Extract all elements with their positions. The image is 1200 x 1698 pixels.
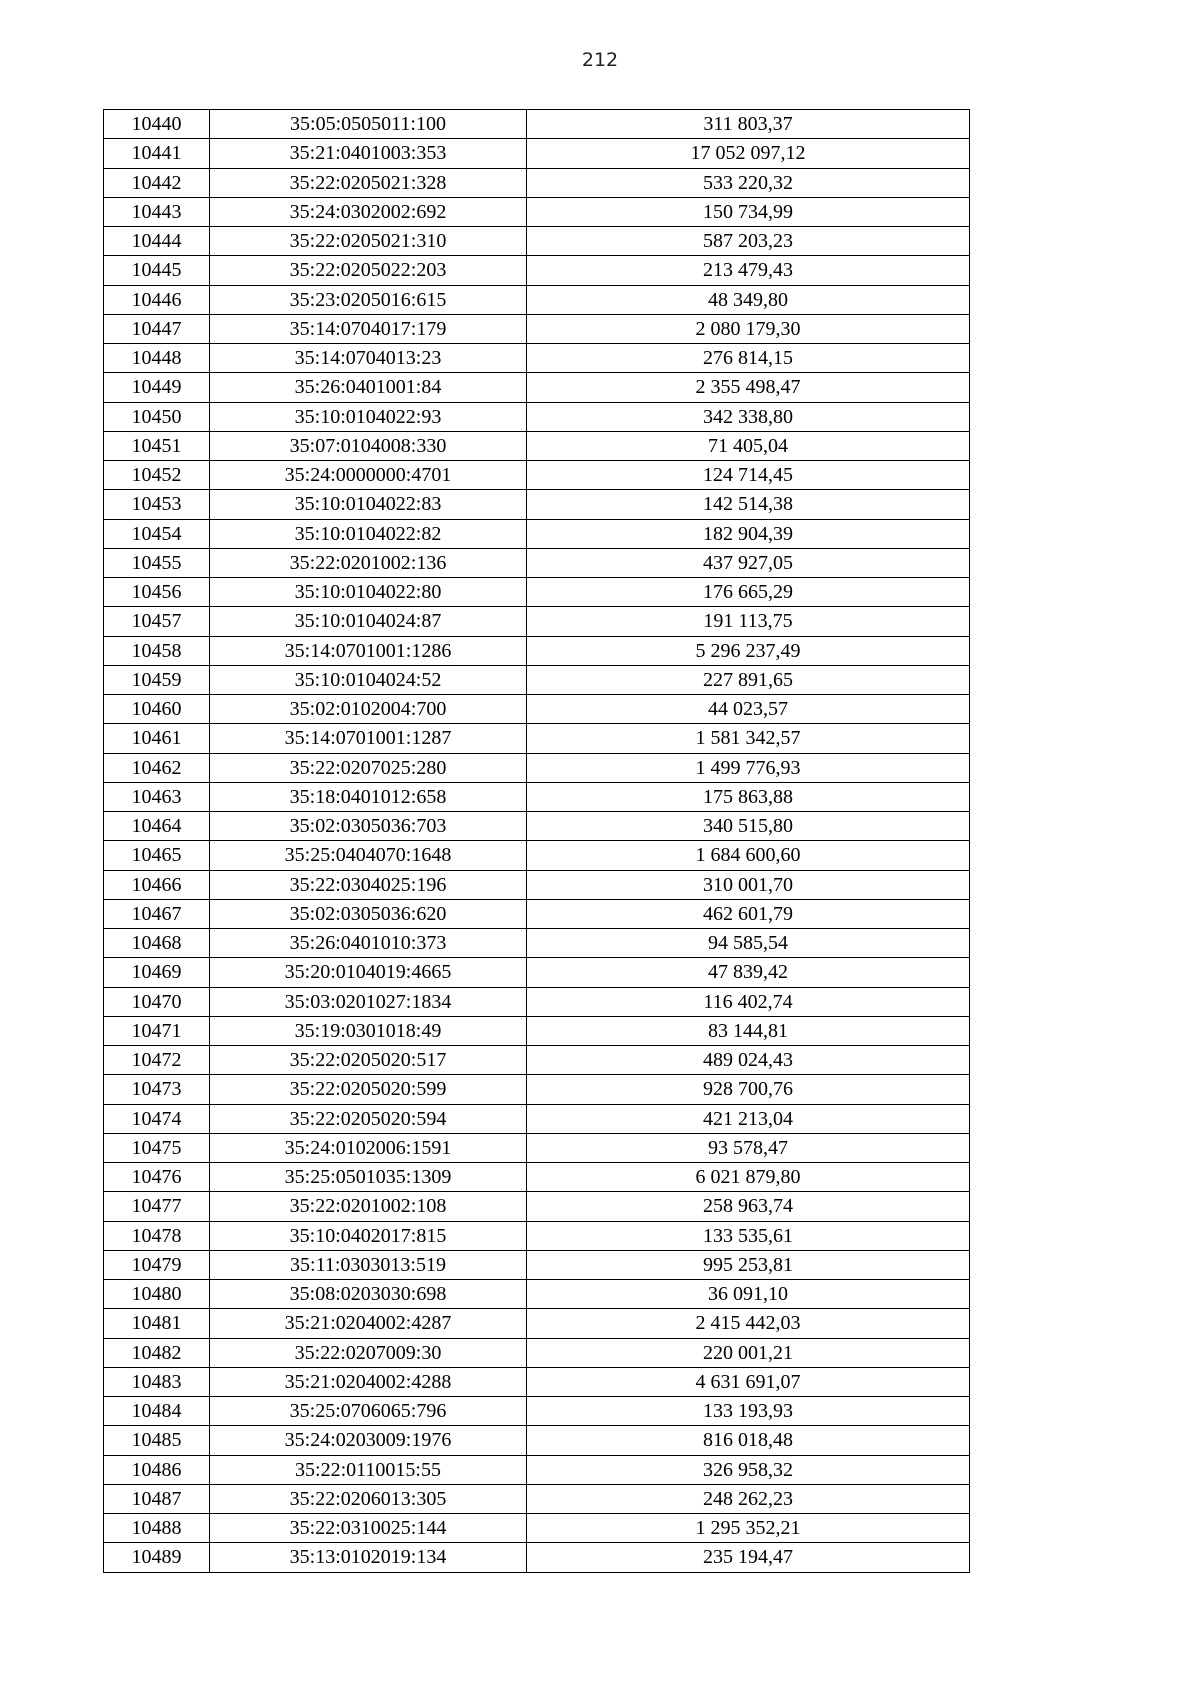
- cadastral-number-cell: 35:08:0203030:698: [210, 1280, 527, 1309]
- cadastral-number-cell: 35:07:0104008:330: [210, 431, 527, 460]
- row-number-cell: 10472: [104, 1046, 210, 1075]
- value-cell: 311 803,37: [527, 110, 970, 139]
- row-number-cell: 10460: [104, 695, 210, 724]
- table-row: [104, 724, 970, 753]
- value-cell: 182 904,39: [527, 519, 970, 548]
- cadastral-number-cell: 35:10:0104022:83: [210, 490, 527, 519]
- row-number-cell: 10450: [104, 402, 210, 431]
- row-number-cell: 10489: [104, 1543, 210, 1572]
- value-cell: 142 514,38: [527, 490, 970, 519]
- table-row: [104, 1133, 970, 1162]
- value-cell: 227 891,65: [527, 665, 970, 694]
- cadastral-number-cell: 35:21:0401003:353: [210, 139, 527, 168]
- value-cell: 437 927,05: [527, 548, 970, 577]
- table-row: [104, 929, 970, 958]
- row-number-cell: 10484: [104, 1397, 210, 1426]
- value-cell: 191 113,75: [527, 607, 970, 636]
- row-number-cell: 10477: [104, 1192, 210, 1221]
- table-row: [104, 1309, 970, 1338]
- table-row: [104, 1367, 970, 1396]
- row-number-cell: 10466: [104, 870, 210, 899]
- cadastral-number-cell: 35:22:0310025:144: [210, 1514, 527, 1543]
- registry-table: [103, 109, 970, 1573]
- table-row: [104, 1016, 970, 1045]
- value-cell: 116 402,74: [527, 987, 970, 1016]
- row-number-cell: 10443: [104, 197, 210, 226]
- value-cell: 533 220,32: [527, 168, 970, 197]
- cadastral-number-cell: 35:02:0305036:620: [210, 899, 527, 928]
- cadastral-number-cell: 35:21:0204002:4288: [210, 1367, 527, 1396]
- table-row: [104, 344, 970, 373]
- value-cell: 421 213,04: [527, 1104, 970, 1133]
- row-number-cell: 10486: [104, 1455, 210, 1484]
- cadastral-number-cell: 35:22:0205020:594: [210, 1104, 527, 1133]
- table-row: [104, 1192, 970, 1221]
- cadastral-number-cell: 35:22:0205021:310: [210, 227, 527, 256]
- row-number-cell: 10470: [104, 987, 210, 1016]
- cadastral-number-cell: 35:20:0104019:4665: [210, 958, 527, 987]
- value-cell: 340 515,80: [527, 812, 970, 841]
- cadastral-number-cell: 35:23:0205016:615: [210, 285, 527, 314]
- cadastral-number-cell: 35:03:0201027:1834: [210, 987, 527, 1016]
- cadastral-number-cell: 35:22:0207025:280: [210, 753, 527, 782]
- row-number-cell: 10456: [104, 578, 210, 607]
- value-cell: 235 194,47: [527, 1543, 970, 1572]
- cadastral-number-cell: 35:22:0205022:203: [210, 256, 527, 285]
- value-cell: 816 018,48: [527, 1426, 970, 1455]
- row-number-cell: 10463: [104, 782, 210, 811]
- row-number-cell: 10457: [104, 607, 210, 636]
- cadastral-number-cell: 35:24:0102006:1591: [210, 1133, 527, 1162]
- row-number-cell: 10482: [104, 1338, 210, 1367]
- value-cell: 213 479,43: [527, 256, 970, 285]
- cadastral-number-cell: 35:10:0104022:82: [210, 519, 527, 548]
- row-number-cell: 10471: [104, 1016, 210, 1045]
- value-cell: 342 338,80: [527, 402, 970, 431]
- value-cell: 276 814,15: [527, 344, 970, 373]
- value-cell: 1 581 342,57: [527, 724, 970, 753]
- table-row: [104, 373, 970, 402]
- value-cell: 587 203,23: [527, 227, 970, 256]
- cadastral-number-cell: 35:10:0104022:93: [210, 402, 527, 431]
- value-cell: 71 405,04: [527, 431, 970, 460]
- cadastral-number-cell: 35:25:0501035:1309: [210, 1163, 527, 1192]
- cadastral-number-cell: 35:11:0303013:519: [210, 1250, 527, 1279]
- row-number-cell: 10468: [104, 929, 210, 958]
- row-number-cell: 10451: [104, 431, 210, 460]
- value-cell: 2 415 442,03: [527, 1309, 970, 1338]
- table-row: [104, 870, 970, 899]
- table-row: [104, 1046, 970, 1075]
- table-row: [104, 753, 970, 782]
- row-number-cell: 10442: [104, 168, 210, 197]
- cadastral-number-cell: 35:10:0104022:80: [210, 578, 527, 607]
- row-number-cell: 10445: [104, 256, 210, 285]
- table-row: [104, 227, 970, 256]
- value-cell: 17 052 097,12: [527, 139, 970, 168]
- row-number-cell: 10454: [104, 519, 210, 548]
- row-number-cell: 10444: [104, 227, 210, 256]
- value-cell: 462 601,79: [527, 899, 970, 928]
- table-row: [104, 1075, 970, 1104]
- value-cell: 48 349,80: [527, 285, 970, 314]
- value-cell: 1 499 776,93: [527, 753, 970, 782]
- value-cell: 6 021 879,80: [527, 1163, 970, 1192]
- value-cell: 995 253,81: [527, 1250, 970, 1279]
- value-cell: 124 714,45: [527, 461, 970, 490]
- value-cell: 326 958,32: [527, 1455, 970, 1484]
- value-cell: 2 355 498,47: [527, 373, 970, 402]
- table-row: [104, 958, 970, 987]
- cadastral-number-cell: 35:10:0402017:815: [210, 1221, 527, 1250]
- table-row: [104, 548, 970, 577]
- value-cell: 220 001,21: [527, 1338, 970, 1367]
- cadastral-number-cell: 35:10:0104024:52: [210, 665, 527, 694]
- cadastral-number-cell: 35:14:0701001:1287: [210, 724, 527, 753]
- table-row: [104, 1250, 970, 1279]
- cadastral-number-cell: 35:18:0401012:658: [210, 782, 527, 811]
- cadastral-number-cell: 35:02:0305036:703: [210, 812, 527, 841]
- table-row: [104, 987, 970, 1016]
- value-cell: 310 001,70: [527, 870, 970, 899]
- row-number-cell: 10447: [104, 314, 210, 343]
- cadastral-number-cell: 35:02:0102004:700: [210, 695, 527, 724]
- cadastral-number-cell: 35:10:0104024:87: [210, 607, 527, 636]
- cadastral-number-cell: 35:14:0701001:1286: [210, 636, 527, 665]
- registry-table-body: [104, 110, 970, 1573]
- row-number-cell: 10473: [104, 1075, 210, 1104]
- table-row: [104, 1514, 970, 1543]
- row-number-cell: 10479: [104, 1250, 210, 1279]
- row-number-cell: 10476: [104, 1163, 210, 1192]
- row-number-cell: 10469: [104, 958, 210, 987]
- table-row: [104, 1163, 970, 1192]
- value-cell: 150 734,99: [527, 197, 970, 226]
- row-number-cell: 10455: [104, 548, 210, 577]
- cadastral-number-cell: 35:22:0205020:517: [210, 1046, 527, 1075]
- cadastral-number-cell: 35:22:0206013:305: [210, 1484, 527, 1513]
- cadastral-number-cell: 35:26:0401010:373: [210, 929, 527, 958]
- table-row: [104, 1543, 970, 1572]
- table-row: [104, 607, 970, 636]
- row-number-cell: 10480: [104, 1280, 210, 1309]
- cadastral-number-cell: 35:22:0201002:136: [210, 548, 527, 577]
- cadastral-number-cell: 35:26:0401001:84: [210, 373, 527, 402]
- value-cell: 83 144,81: [527, 1016, 970, 1045]
- table-row: [104, 197, 970, 226]
- cadastral-number-cell: 35:22:0110015:55: [210, 1455, 527, 1484]
- table-row: [104, 1484, 970, 1513]
- table-row: [104, 812, 970, 841]
- table-row: [104, 899, 970, 928]
- page-number: 212: [581, 49, 619, 71]
- row-number-cell: 10446: [104, 285, 210, 314]
- cadastral-number-cell: 35:05:0505011:100: [210, 110, 527, 139]
- value-cell: 4 631 691,07: [527, 1367, 970, 1396]
- table-row: [104, 578, 970, 607]
- row-number-cell: 10475: [104, 1133, 210, 1162]
- cadastral-number-cell: 35:22:0201002:108: [210, 1192, 527, 1221]
- table-row: [104, 285, 970, 314]
- cadastral-number-cell: 35:21:0204002:4287: [210, 1309, 527, 1338]
- row-number-cell: 10459: [104, 665, 210, 694]
- row-number-cell: 10487: [104, 1484, 210, 1513]
- table-row: [104, 782, 970, 811]
- row-number-cell: 10453: [104, 490, 210, 519]
- table-row: [104, 1426, 970, 1455]
- cadastral-number-cell: 35:25:0706065:796: [210, 1397, 527, 1426]
- value-cell: 1 684 600,60: [527, 841, 970, 870]
- row-number-cell: 10458: [104, 636, 210, 665]
- value-cell: 47 839,42: [527, 958, 970, 987]
- row-number-cell: 10488: [104, 1514, 210, 1543]
- cadastral-number-cell: 35:19:0301018:49: [210, 1016, 527, 1045]
- row-number-cell: 10452: [104, 461, 210, 490]
- table-row: [104, 431, 970, 460]
- table-row: [104, 665, 970, 694]
- cadastral-number-cell: 35:13:0102019:134: [210, 1543, 527, 1572]
- table-row: [104, 841, 970, 870]
- table-row: [104, 461, 970, 490]
- value-cell: 2 080 179,30: [527, 314, 970, 343]
- cadastral-number-cell: 35:25:0404070:1648: [210, 841, 527, 870]
- value-cell: 175 863,88: [527, 782, 970, 811]
- row-number-cell: 10465: [104, 841, 210, 870]
- value-cell: 258 963,74: [527, 1192, 970, 1221]
- cadastral-number-cell: 35:24:0203009:1976: [210, 1426, 527, 1455]
- value-cell: 93 578,47: [527, 1133, 970, 1162]
- cadastral-number-cell: 35:14:0704013:23: [210, 344, 527, 373]
- table-row: [104, 139, 970, 168]
- value-cell: 5 296 237,49: [527, 636, 970, 665]
- cadastral-number-cell: 35:24:0000000:4701: [210, 461, 527, 490]
- value-cell: 928 700,76: [527, 1075, 970, 1104]
- value-cell: 489 024,43: [527, 1046, 970, 1075]
- row-number-cell: 10461: [104, 724, 210, 753]
- cadastral-number-cell: 35:22:0205021:328: [210, 168, 527, 197]
- row-number-cell: 10448: [104, 344, 210, 373]
- value-cell: 248 262,23: [527, 1484, 970, 1513]
- row-number-cell: 10441: [104, 139, 210, 168]
- cadastral-number-cell: 35:22:0207009:30: [210, 1338, 527, 1367]
- table-row: [104, 402, 970, 431]
- table-row: [104, 256, 970, 285]
- table-row: [104, 314, 970, 343]
- table-row: [104, 1397, 970, 1426]
- table-row: [104, 519, 970, 548]
- table-row: [104, 110, 970, 139]
- value-cell: 44 023,57: [527, 695, 970, 724]
- cadastral-number-cell: 35:22:0304025:196: [210, 870, 527, 899]
- table-row: [104, 1280, 970, 1309]
- table-row: [104, 1104, 970, 1133]
- value-cell: 94 585,54: [527, 929, 970, 958]
- table-row: [104, 168, 970, 197]
- table-row: [104, 1221, 970, 1250]
- table-row: [104, 490, 970, 519]
- row-number-cell: 10481: [104, 1309, 210, 1338]
- row-number-cell: 10440: [104, 110, 210, 139]
- cadastral-number-cell: 35:22:0205020:599: [210, 1075, 527, 1104]
- row-number-cell: 10483: [104, 1367, 210, 1396]
- row-number-cell: 10467: [104, 899, 210, 928]
- value-cell: 133 535,61: [527, 1221, 970, 1250]
- value-cell: 176 665,29: [527, 578, 970, 607]
- table-row: [104, 1455, 970, 1484]
- cadastral-number-cell: 35:14:0704017:179: [210, 314, 527, 343]
- row-number-cell: 10478: [104, 1221, 210, 1250]
- table-row: [104, 636, 970, 665]
- value-cell: 1 295 352,21: [527, 1514, 970, 1543]
- value-cell: 36 091,10: [527, 1280, 970, 1309]
- cadastral-number-cell: 35:24:0302002:692: [210, 197, 527, 226]
- table-row: [104, 695, 970, 724]
- table-row: [104, 1338, 970, 1367]
- row-number-cell: 10485: [104, 1426, 210, 1455]
- row-number-cell: 10462: [104, 753, 210, 782]
- value-cell: 133 193,93: [527, 1397, 970, 1426]
- row-number-cell: 10464: [104, 812, 210, 841]
- row-number-cell: 10474: [104, 1104, 210, 1133]
- row-number-cell: 10449: [104, 373, 210, 402]
